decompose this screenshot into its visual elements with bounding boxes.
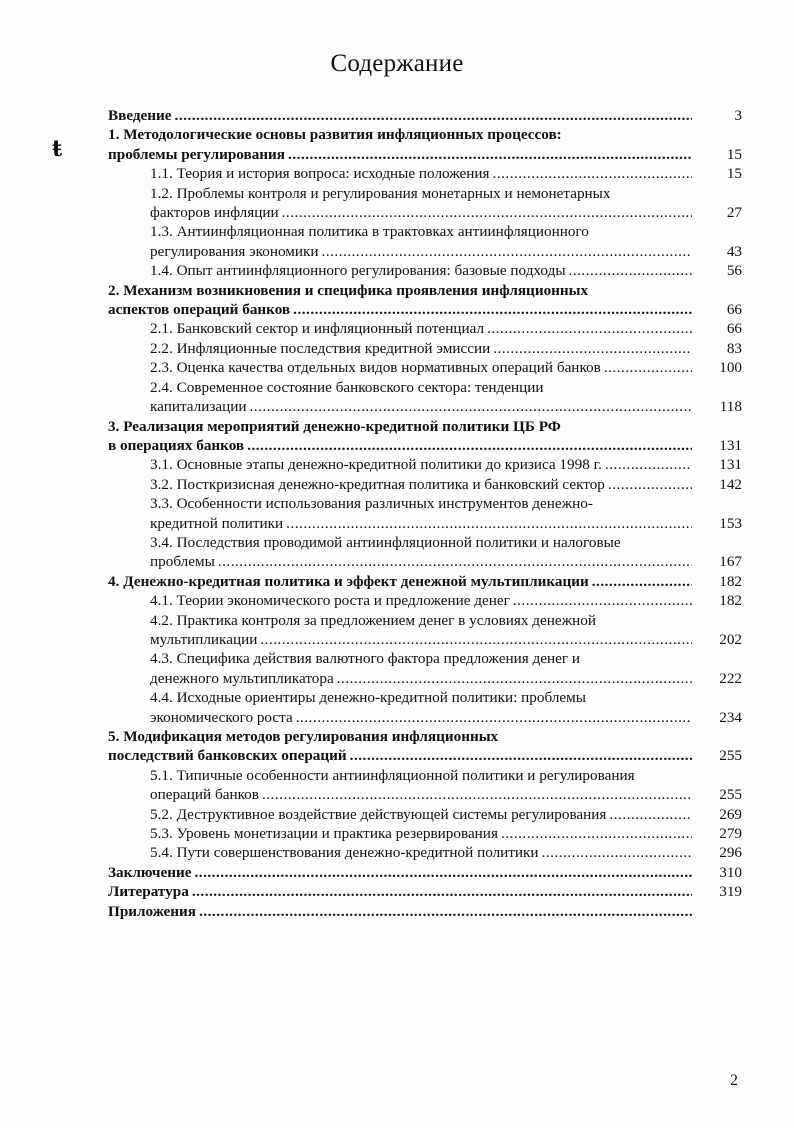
dot-leader bbox=[288, 145, 692, 164]
toc-page-number: 167 bbox=[719, 553, 742, 571]
toc-entry-title-line: 4.3. Специфика действия валютного фактора предложения денег и bbox=[150, 650, 580, 668]
toc-section-entry bbox=[108, 358, 742, 377]
toc-entry-title-line: денежного мультипликатора bbox=[150, 669, 334, 687]
toc-chapter-entry bbox=[108, 417, 742, 456]
toc-page-number: 118 bbox=[719, 398, 742, 416]
toc-entry-title bbox=[108, 882, 698, 901]
toc-page-number: 296 bbox=[719, 844, 742, 862]
dot-leader bbox=[592, 572, 692, 591]
toc-entry-title-line: регулирования экономики bbox=[150, 242, 319, 260]
toc-page-number: 43 bbox=[726, 242, 742, 260]
dot-leader bbox=[175, 106, 692, 125]
dot-leader bbox=[487, 319, 692, 338]
toc-page-number: 255 bbox=[719, 747, 742, 765]
toc-page-number: 310 bbox=[719, 863, 742, 881]
toc-chapter-entry bbox=[108, 863, 742, 882]
toc-entry-title-line: 1.1. Теория и история вопроса: исходные положения bbox=[150, 165, 490, 183]
dot-leader bbox=[542, 843, 692, 862]
toc-entry-title-line: факторов инфляции bbox=[150, 204, 279, 222]
dot-leader bbox=[262, 785, 692, 804]
toc-entry-title-line: 5.4. Пути совершенствования денежно-кредитной политики bbox=[150, 844, 539, 862]
toc-entry-title bbox=[108, 727, 698, 766]
table-of-contents bbox=[108, 106, 742, 921]
toc-entry-title bbox=[150, 455, 698, 474]
toc-entry-title-line: 1. Методологические основы развития инфляционных процессов: bbox=[108, 126, 562, 144]
toc-page-number: 56 bbox=[726, 262, 742, 280]
toc-entry-title-line: 4. Денежно-кредитная политика и эффект денежной мультипликации bbox=[108, 572, 589, 590]
toc-entry-title bbox=[150, 319, 698, 338]
toc-entry-title bbox=[150, 688, 698, 727]
toc-section-entry bbox=[108, 475, 742, 494]
toc-entry-title bbox=[108, 417, 698, 456]
toc-entry-title-line: Заключение bbox=[108, 863, 192, 881]
toc-entry-title-line: 1.2. Проблемы контроля и регулирования монетарных и немонетарных bbox=[150, 184, 611, 202]
toc-page-number: 182 bbox=[719, 572, 742, 590]
dot-leader bbox=[609, 805, 692, 824]
toc-entry-title-line: 1.4. Опыт антиинфляционного регулирования: базовые подходы bbox=[150, 262, 566, 280]
toc-section-entry bbox=[108, 164, 742, 183]
toc-entry-title-line: 3.3. Особенности использования различных инструментов денежно- bbox=[150, 495, 593, 513]
dot-leader bbox=[322, 242, 692, 261]
margin-handwritten-mark: ŧ bbox=[52, 136, 63, 162]
toc-entry-title bbox=[108, 106, 698, 125]
toc-page-number: 153 bbox=[719, 514, 742, 532]
dot-leader bbox=[350, 746, 692, 765]
toc-entry-title-line: проблемы регулирования bbox=[108, 145, 286, 163]
toc-section-entry bbox=[108, 184, 742, 223]
toc-chapter-entry bbox=[108, 281, 742, 320]
toc-page-number: 100 bbox=[719, 359, 742, 377]
toc-chapter-entry bbox=[108, 572, 742, 591]
toc-section-entry bbox=[108, 378, 742, 417]
toc-chapter-entry bbox=[108, 902, 742, 921]
dot-leader bbox=[218, 552, 692, 571]
toc-chapter-entry bbox=[108, 882, 742, 901]
toc-entry-title-line: 5. Модификация методов регулирования инфляционных bbox=[108, 728, 499, 745]
toc-entry-title-line: 5.1. Типичные особенности антиинфляционной политики и регулирования bbox=[150, 766, 635, 784]
dot-leader bbox=[247, 436, 692, 455]
toc-page-number: 269 bbox=[719, 805, 742, 823]
toc-page-number: 3 bbox=[734, 107, 742, 124]
toc-page-number: 66 bbox=[726, 320, 742, 338]
toc-entry-title bbox=[150, 533, 698, 572]
dot-leader bbox=[604, 358, 692, 377]
toc-section-entry bbox=[108, 843, 742, 862]
toc-entry-title-line: 4.4. Исходные ориентиры денежно-кредитной политики: проблемы bbox=[150, 689, 586, 707]
toc-entry-title-line: Введение bbox=[108, 107, 172, 124]
toc-entry-title-line: 5.2. Деструктивное воздействие действующей системы регулирования bbox=[150, 805, 607, 823]
toc-entry-title-line: 5.3. Уровень монетизации и практика резервирования bbox=[150, 825, 498, 843]
toc-section-entry bbox=[108, 455, 742, 474]
toc-entry-title-line: 2.4. Современное состояние банковского сектора: тенденции bbox=[150, 378, 544, 396]
toc-page-number: 142 bbox=[719, 475, 742, 493]
toc-entry-title-line: 2.2. Инфляционные последствия кредитной эмиссии bbox=[150, 339, 491, 357]
toc-section-entry bbox=[108, 766, 742, 805]
toc-entry-title bbox=[150, 649, 698, 688]
dot-leader bbox=[249, 397, 692, 416]
toc-page-number: 15 bbox=[726, 165, 742, 183]
toc-entry-title-line: 1.3. Антиинфляционная политика в трактовках антиинфляционного bbox=[150, 223, 589, 241]
toc-section-entry bbox=[108, 611, 742, 650]
dot-leader bbox=[286, 514, 692, 533]
toc-entry-title bbox=[150, 222, 698, 261]
toc-chapter-entry bbox=[108, 106, 742, 125]
toc-entry-title-line: проблемы bbox=[150, 553, 215, 571]
toc-page-number: 202 bbox=[719, 630, 742, 648]
toc-page-number: 255 bbox=[719, 786, 742, 804]
toc-page-number: 15 bbox=[726, 145, 742, 163]
page-title: Содержание bbox=[330, 50, 464, 77]
toc-chapter-entry bbox=[108, 727, 742, 766]
toc-entry-title-line: мультипликации bbox=[150, 630, 258, 648]
toc-entry-title-line: операций банков bbox=[150, 786, 259, 804]
toc-page-number: 131 bbox=[719, 436, 742, 454]
toc-section-entry bbox=[108, 533, 742, 572]
toc-section-entry bbox=[108, 688, 742, 727]
dot-leader bbox=[199, 902, 692, 921]
toc-entry-title-line: капитализации bbox=[150, 398, 247, 416]
toc-entry-title-line: 2.3. Оценка качества отдельных видов нормативных операций банков bbox=[150, 359, 601, 377]
dot-leader bbox=[282, 203, 692, 222]
toc-entry-title-line: 3. Реализация мероприятий денежно-кредитной политики ЦБ РФ bbox=[108, 417, 561, 435]
dot-leader bbox=[501, 824, 692, 843]
toc-entry-title bbox=[150, 164, 698, 183]
toc-entry-title bbox=[108, 863, 698, 882]
dot-leader bbox=[569, 261, 692, 280]
toc-section-entry bbox=[108, 319, 742, 338]
dot-leader bbox=[293, 300, 692, 319]
toc-entry-title bbox=[150, 339, 698, 358]
dot-leader bbox=[493, 339, 692, 358]
toc-page-number: 66 bbox=[726, 301, 742, 319]
toc-entry-title-line: 2.1. Банковский сектор и инфляционный потенциал bbox=[150, 320, 485, 338]
toc-entry-title-line: 4.1. Теории экономического роста и предложение денег bbox=[150, 592, 510, 610]
toc-section-entry bbox=[108, 261, 742, 280]
toc-entry-title bbox=[150, 475, 698, 494]
toc-entry-title-line: экономического роста bbox=[150, 708, 293, 726]
toc-page-number: 222 bbox=[719, 669, 742, 687]
toc-entry-title bbox=[150, 824, 698, 843]
toc-entry-title bbox=[108, 902, 698, 921]
toc-page-number: 182 bbox=[719, 592, 742, 610]
dot-leader bbox=[337, 669, 692, 688]
toc-page-number: 131 bbox=[719, 456, 742, 474]
toc-entry-title-line: 4.2. Практика контроля за предложением денег в условиях денежной bbox=[150, 611, 596, 629]
dot-leader bbox=[605, 455, 692, 474]
toc-entry-title-line: 3.2. Посткризисная денежно-кредитная политика и банковский сектор bbox=[150, 475, 605, 493]
toc-entry-title-line: 3.1. Основные этапы денежно-кредитной политики до кризиса 1998 г. bbox=[150, 456, 602, 474]
toc-entry-title bbox=[150, 378, 698, 417]
toc-entry-title bbox=[150, 591, 698, 610]
toc-chapter-entry bbox=[108, 125, 742, 164]
toc-entry-title-line: кредитной политики bbox=[150, 514, 284, 532]
toc-entry-title-line: 3.4. Последствия проводимой антиинфляционной политики и налоговые bbox=[150, 533, 621, 551]
toc-section-entry bbox=[108, 824, 742, 843]
dot-leader bbox=[260, 630, 692, 649]
toc-page-number: 27 bbox=[726, 204, 742, 222]
toc-entry-title bbox=[150, 611, 698, 650]
toc-entry-title bbox=[150, 805, 698, 824]
toc-entry-title bbox=[108, 125, 698, 164]
toc-page-number: 319 bbox=[719, 883, 742, 901]
toc-entry-title-line: в операциях банков bbox=[108, 436, 245, 454]
toc-entry-title bbox=[150, 843, 698, 862]
toc-section-entry bbox=[108, 494, 742, 533]
toc-section-entry bbox=[108, 805, 742, 824]
toc-section-entry bbox=[108, 222, 742, 261]
toc-entry-title bbox=[108, 572, 698, 591]
dot-leader bbox=[192, 882, 692, 901]
toc-entry-title bbox=[150, 766, 698, 805]
toc-entry-title bbox=[150, 184, 698, 223]
toc-page-number: 279 bbox=[719, 825, 742, 843]
dot-leader bbox=[296, 708, 692, 727]
toc-entry-title-line: последствий банковских операций bbox=[108, 747, 347, 765]
dot-leader bbox=[608, 475, 692, 494]
dot-leader bbox=[493, 164, 692, 183]
toc-section-entry bbox=[108, 339, 742, 358]
dot-leader bbox=[513, 591, 692, 610]
toc-section-entry bbox=[108, 649, 742, 688]
dot-leader bbox=[194, 863, 692, 882]
toc-entry-title bbox=[150, 261, 698, 280]
toc-section-entry bbox=[108, 591, 742, 610]
toc-entry-title-line: Приложения bbox=[108, 902, 197, 920]
toc-entry-title-line: 2. Механизм возникновения и специфика проявления инфляционных bbox=[108, 281, 589, 299]
toc-entry-title-line: аспектов операций банков bbox=[108, 301, 291, 319]
toc-entry-title-line: Литература bbox=[108, 883, 189, 901]
toc-entry-title bbox=[150, 494, 698, 533]
toc-entry-title bbox=[150, 358, 698, 377]
page-number: 2 bbox=[730, 1072, 738, 1089]
toc-page-number: 83 bbox=[726, 339, 742, 357]
toc-page-number: 234 bbox=[719, 708, 742, 726]
toc-entry-title bbox=[108, 281, 698, 320]
